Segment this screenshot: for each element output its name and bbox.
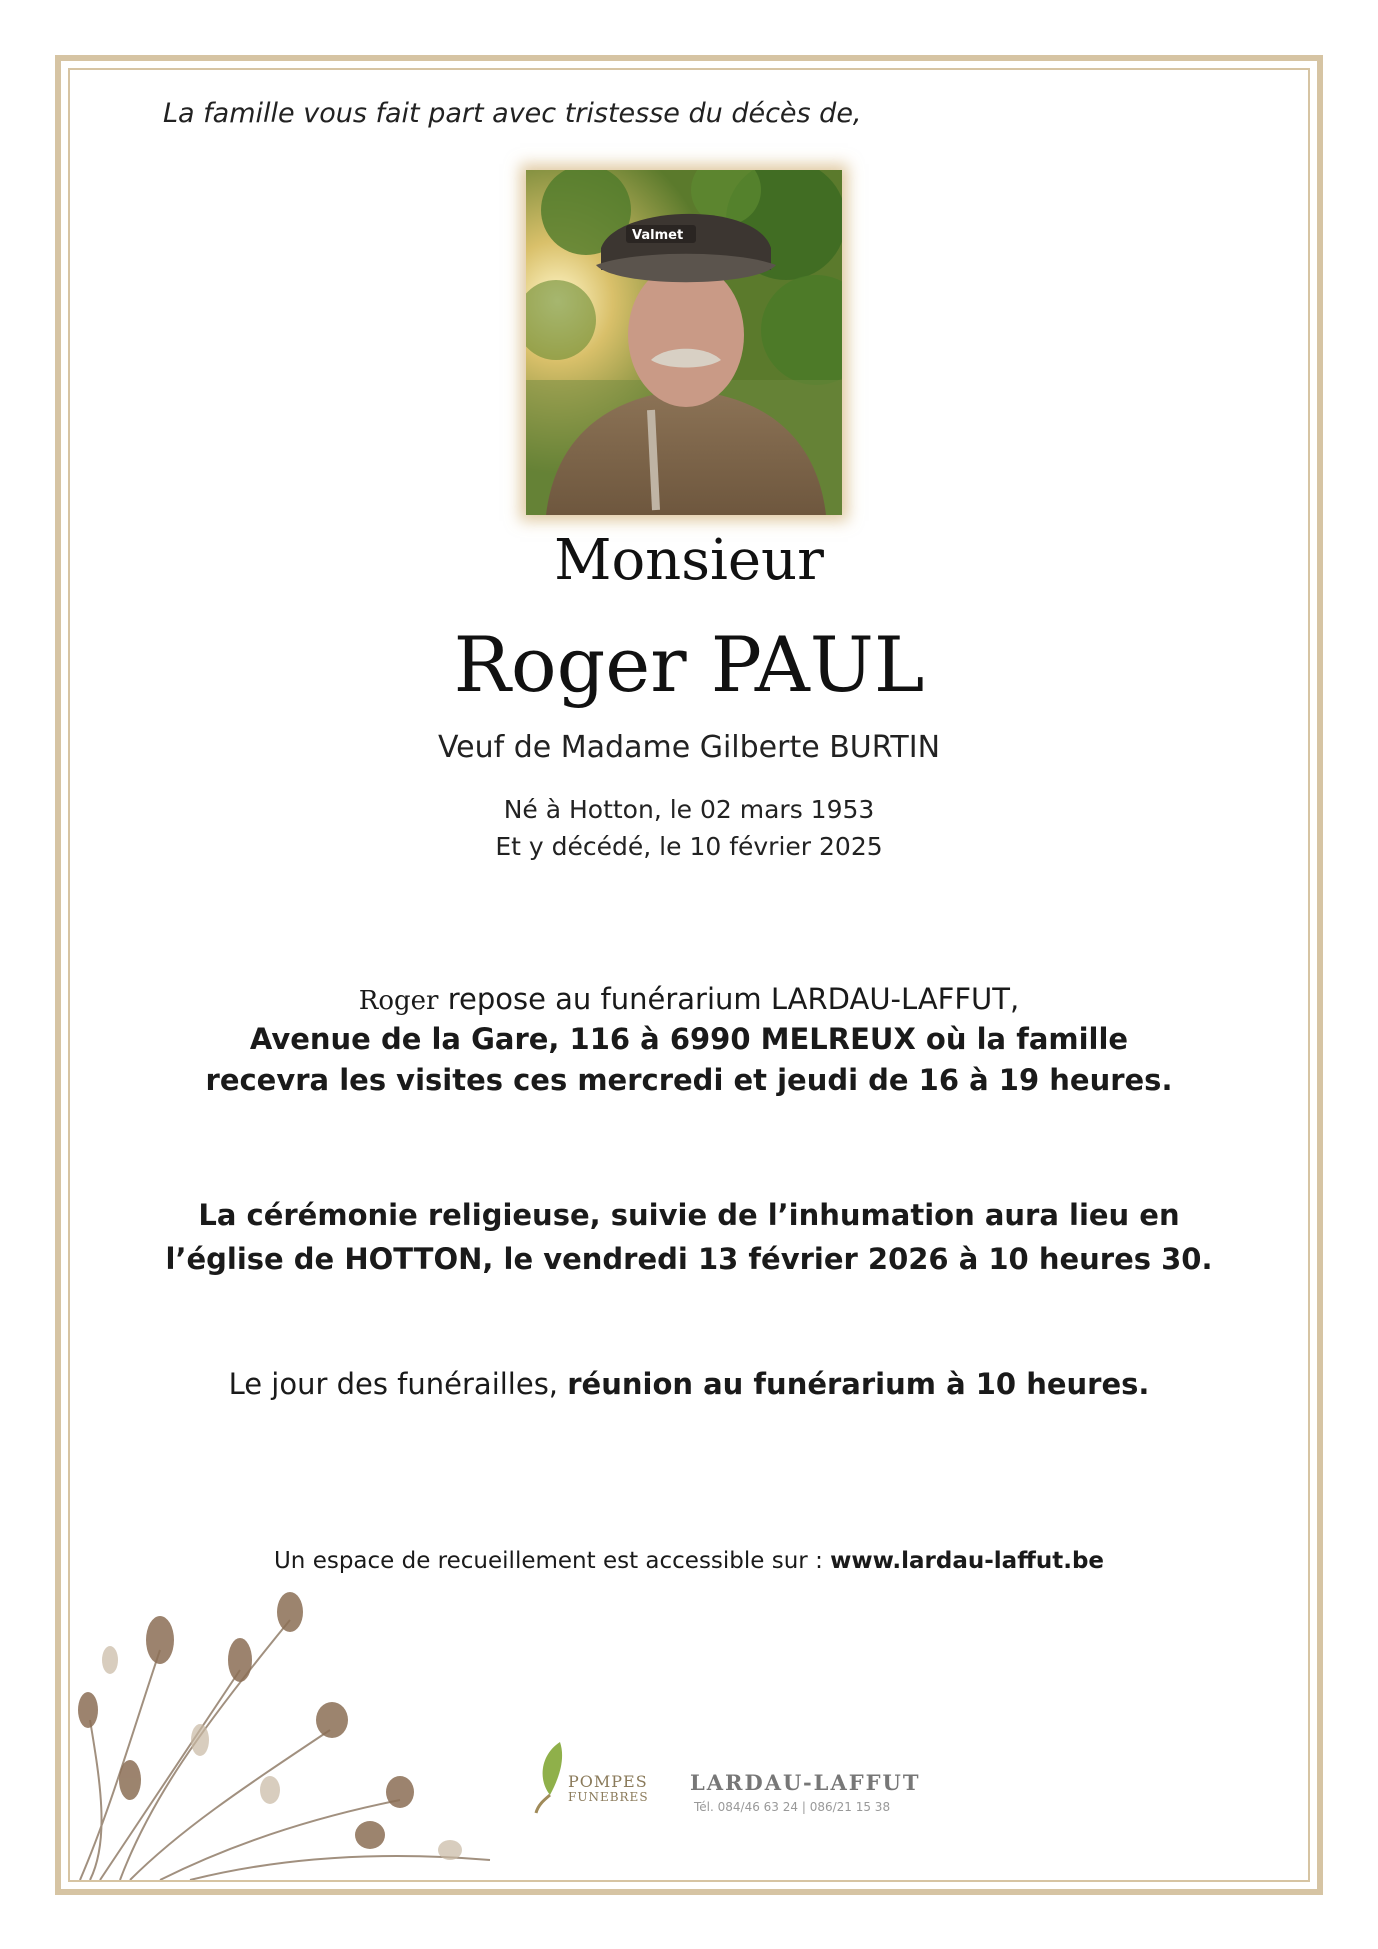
death-line: Et y décédé, le 10 février 2025 <box>495 832 883 861</box>
deceased-name: Roger PAUL <box>453 620 925 709</box>
honorific-title: Monsieur <box>554 528 824 593</box>
funeral-day-line <box>0 1367 1378 1401</box>
logo-line-1: POMPES <box>568 1772 648 1791</box>
website-link[interactable]: www.lardau-laffut.be <box>830 1548 1105 1574</box>
funeral-home-phone: Tél. 084/46 63 24 | 086/21 15 38 <box>694 1800 891 1814</box>
given-name: Roger <box>358 986 439 1016</box>
logo-line-2: FUNEBRES <box>568 1790 649 1804</box>
pompes-funebres-leaf-icon <box>530 1740 570 1815</box>
birth-line: Né à Hotton, le 02 mars 1953 <box>503 795 875 824</box>
portrait-photo <box>526 170 842 515</box>
web-prefix: Un espace de recueillement est accessible sur : <box>273 1548 831 1574</box>
visitation-line-3: recevra les visites ces mercredi et jeudi de 16 à 19 heures. <box>205 1063 1173 1097</box>
ceremony-line-1: La cérémonie religieuse, suivie de l’inhumation aura lieu en <box>198 1198 1180 1232</box>
visitation-line-1 <box>0 982 1378 1016</box>
spouse-line: Veuf de Madame Gilberte BURTIN <box>437 730 941 765</box>
funeral-home-brand: LARDAU-LAFFUT <box>690 1770 921 1795</box>
cap-logo-text: Valmet <box>632 228 684 243</box>
ceremony-line-2: l’église de HOTTON, le vendredi 13 février 2026 à 10 heures 30. <box>165 1242 1213 1276</box>
visitation-line-1-rest: repose au funérarium LARDAU-LAFFUT, <box>438 982 1020 1016</box>
funeral-day-prefix: Le jour des funérailles, <box>228 1367 568 1401</box>
visitation-line-2: Avenue de la Gare, 116 à 6990 MELREUX où la famille <box>249 1022 1129 1056</box>
funeral-day-meeting: réunion au funérarium à 10 heures. <box>567 1367 1150 1401</box>
dried-flowers-decoration <box>70 1560 520 1880</box>
intro-text: La famille vous fait part avec tristesse du décès de, <box>163 98 862 129</box>
